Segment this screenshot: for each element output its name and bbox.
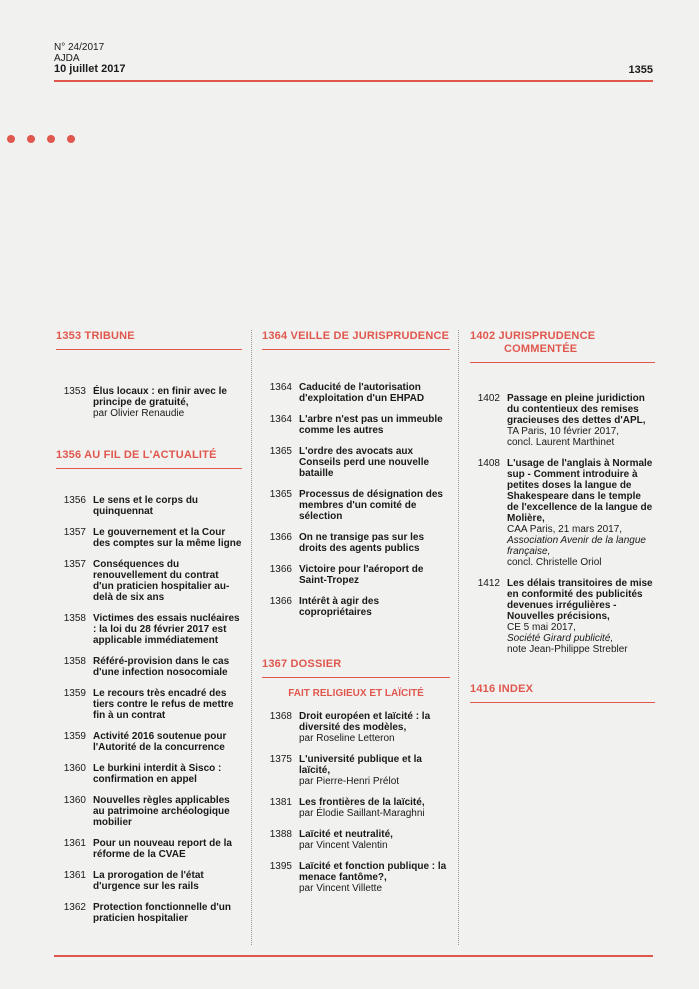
toc-entry[interactable]: [262, 829, 450, 851]
section-heading: 1353 TRIBUNE: [56, 330, 242, 350]
entry-author: par Vincent Valentin: [299, 840, 388, 851]
toc-entry[interactable]: [56, 795, 242, 828]
entry-title: Passage en pleine juridiction du contentieux des remises gracieuses des dettes d'APL,: [507, 393, 646, 426]
entry-title: Le burkini interdit à Sisco : confirmation en appel: [93, 763, 222, 785]
entry-author: par Vincent Villette: [299, 883, 383, 894]
column-divider: [251, 330, 252, 945]
entry-title: Droit européen et laïcité : la diversité des modèles,: [299, 711, 431, 733]
entry-author: par Olivier Renaudie: [93, 408, 185, 419]
dot-icon: [47, 135, 55, 143]
entry-title: On ne transige pas sur les droits des agents publics: [299, 532, 425, 554]
entry-author: par Pierre-Henri Prélot: [299, 776, 400, 787]
toc-column-1: [56, 330, 242, 934]
toc-entry[interactable]: [56, 495, 242, 517]
dossier-subheading: FAIT RELIGIEUX ET LAÏCITÉ: [288, 688, 424, 699]
entry-court: CAA Paris, 21 mars 2017,: [507, 524, 623, 535]
entry-title: Protection fonctionnelle d'un praticien hospitalier: [93, 902, 231, 924]
toc-entry[interactable]: [262, 596, 450, 618]
entry-page: 1359: [63, 688, 86, 699]
journal-name: AJDA: [54, 53, 80, 64]
entry-title: Processus de désignation des membres d'un comité de sélection: [299, 489, 443, 522]
toc-column-2: [262, 330, 450, 904]
entry-page: 1412: [477, 578, 500, 589]
section-heading: 1367 DOSSIER: [262, 658, 450, 678]
entry-title: Victoire pour l'aéroport de Saint-Tropez: [299, 564, 424, 586]
entry-page: 1360: [63, 763, 86, 774]
entry-court: CE 5 mai 2017,: [507, 622, 576, 633]
entry-page: 1408: [477, 458, 500, 469]
section-heading: 1416 INDEX: [470, 683, 655, 703]
toc-entry[interactable]: [470, 578, 655, 655]
toc-entry[interactable]: [470, 458, 655, 568]
section-heading: 1356 AU FIL DE L'ACTUALITÉ: [56, 449, 242, 469]
entry-page: 1364: [269, 414, 292, 425]
entry-page: 1362: [63, 902, 86, 913]
toc-entry[interactable]: [56, 656, 242, 678]
entry-author: par Roseline Letteron: [299, 733, 395, 744]
entry-title: La prorogation de l'état d'urgence sur les rails: [93, 870, 204, 892]
toc-entry[interactable]: [56, 731, 242, 753]
section-heading-line: COMMENTÉE: [504, 343, 578, 355]
toc-entry[interactable]: [262, 754, 450, 787]
entry-title: Caducité de l'autorisation d'exploitation d'un EHPAD: [299, 382, 425, 404]
entry-page: 1357: [63, 527, 86, 538]
entry-title: L'université publique et la laïcité,: [299, 754, 422, 776]
entry-page: 1388: [269, 829, 292, 840]
entry-title: L'ordre des avocats aux Conseils perd une nouvelle bataille: [299, 446, 430, 479]
issue-date: 10 juillet 2017: [54, 63, 126, 75]
entry-page: 1353: [63, 386, 86, 397]
toc-entry[interactable]: [56, 613, 242, 646]
entry-title: Les frontières de la laïcité,: [299, 797, 425, 808]
entry-title: L'usage de l'anglais à Normale sup - Comment introduire à petites doses la langue de Shakespeare dans le temple de l'excellence de la langue de Molière,: [507, 458, 653, 524]
bottom-rule: [54, 955, 653, 957]
toc-entry[interactable]: [262, 532, 450, 554]
entry-page: 1361: [63, 838, 86, 849]
toc-column-3: [470, 330, 655, 713]
toc-entry[interactable]: [262, 414, 450, 436]
entry-page: 1368: [269, 711, 292, 722]
entry-page: 1366: [269, 596, 292, 607]
entry-court: TA Paris, 10 février 2017,: [507, 426, 620, 437]
entry-title: Le gouvernement et la Cour des comptes sur la même ligne: [93, 527, 242, 549]
entry-page: 1395: [269, 861, 292, 872]
entry-page: 1366: [269, 532, 292, 543]
entry-title: Référé-provision dans le cas d'une infection nosocomiale: [93, 656, 230, 678]
entry-author: concl. Laurent Marthinet: [507, 437, 615, 448]
entry-title: Élus locaux : en finir avec le principe de gratuité,: [93, 386, 227, 408]
entry-title: L'arbre n'est pas un immeuble comme les autres: [299, 414, 443, 436]
toc-entry[interactable]: [262, 861, 450, 894]
section-veille: [262, 330, 450, 618]
toc-entry[interactable]: [56, 527, 242, 549]
entry-page: 1365: [269, 489, 292, 500]
entry-page: 1360: [63, 795, 86, 806]
section-index[interactable]: [470, 683, 655, 703]
issue-number: N° 24/2017: [54, 42, 105, 53]
entry-page: 1359: [63, 731, 86, 742]
entry-title: Les délais transitoires de mise en conformité des publicités devenues irrégulières - Nouvelles précisions,: [507, 578, 653, 622]
toc-entry[interactable]: [56, 763, 242, 785]
entry-title: Victimes des essais nucléaires : la loi du 28 février 2017 est applicable immédiatement: [93, 613, 240, 646]
dot-icon: [27, 135, 35, 143]
entry-title: Intérêt à agir des copropriétaires: [299, 596, 380, 618]
entry-title: Conséquences du renouvellement du contrat d'un praticien hospitalier au-delà de six ans: [93, 559, 230, 603]
section-heading: 1364 VEILLE DE JURISPRUDENCE: [262, 330, 450, 350]
dot-icon: [7, 135, 15, 143]
section-heading-line: 1402 JURISPRUDENCE: [470, 330, 596, 342]
toc-entry[interactable]: [262, 711, 450, 744]
entry-title: Activité 2016 soutenue pour l'Autorité de la concurrence: [93, 731, 227, 753]
entry-party: Association Avenir de la langue française,: [507, 535, 646, 557]
entry-title: Laïcité et fonction publique : la menace fantôme?,: [299, 861, 447, 883]
entry-page: 1375: [269, 754, 292, 765]
entry-page: 1402: [477, 393, 500, 404]
entry-author: par Élodie Saillant-Maraghni: [299, 808, 425, 819]
toc-entry[interactable]: [56, 902, 242, 924]
section-actualite: [56, 449, 242, 924]
entry-title: Laïcité et neutralité,: [299, 829, 393, 840]
entry-page: 1357: [63, 559, 86, 570]
entry-page: 1364: [269, 382, 292, 393]
toc-entry[interactable]: [262, 382, 450, 404]
section-jurisprudence-commentee: [470, 330, 655, 655]
entry-page: 1356: [63, 495, 86, 506]
toc-entry[interactable]: [470, 393, 655, 448]
page-number: 1355: [628, 64, 653, 76]
dot-icon: [67, 135, 75, 143]
toc-entry[interactable]: [56, 688, 242, 721]
issue-info: [54, 42, 126, 75]
entry-author: note Jean-Philippe Strebler: [507, 644, 628, 655]
toc-entry[interactable]: [56, 559, 242, 603]
top-rule: [54, 80, 653, 82]
entry-page: 1365: [269, 446, 292, 457]
entry-title: Pour un nouveau report de la réforme de la CVAE: [93, 838, 232, 860]
toc-entry[interactable]: [262, 564, 450, 586]
toc-entry[interactable]: [262, 797, 450, 819]
entry-page: 1366: [269, 564, 292, 575]
entry-party: Société Girard publicité,: [507, 633, 614, 644]
toc-entry[interactable]: [56, 870, 242, 892]
entry-author: concl. Christelle Oriol: [507, 557, 602, 568]
toc-entry[interactable]: [56, 838, 242, 860]
entry-page: 1381: [269, 797, 292, 808]
entry-title: Le sens et le corps du quinquennat: [93, 495, 199, 517]
toc-entry[interactable]: [262, 489, 450, 522]
entry-page: 1358: [63, 613, 86, 624]
entry-title: Nouvelles règles applicables au patrimoine archéologique mobilier: [93, 795, 230, 828]
entry-page: 1358: [63, 656, 86, 667]
entry-title: Le recours très encadré des tiers contre le refus de mettre fin à un contrat: [93, 688, 234, 721]
column-divider: [458, 330, 459, 945]
entry-page: 1361: [63, 870, 86, 881]
section-heading: [470, 330, 655, 363]
toc-entry[interactable]: [262, 446, 450, 479]
section-dossier: [262, 658, 450, 894]
decorative-dots: [7, 135, 75, 143]
toc-entry[interactable]: [56, 386, 242, 419]
section-tribune: [56, 330, 242, 419]
